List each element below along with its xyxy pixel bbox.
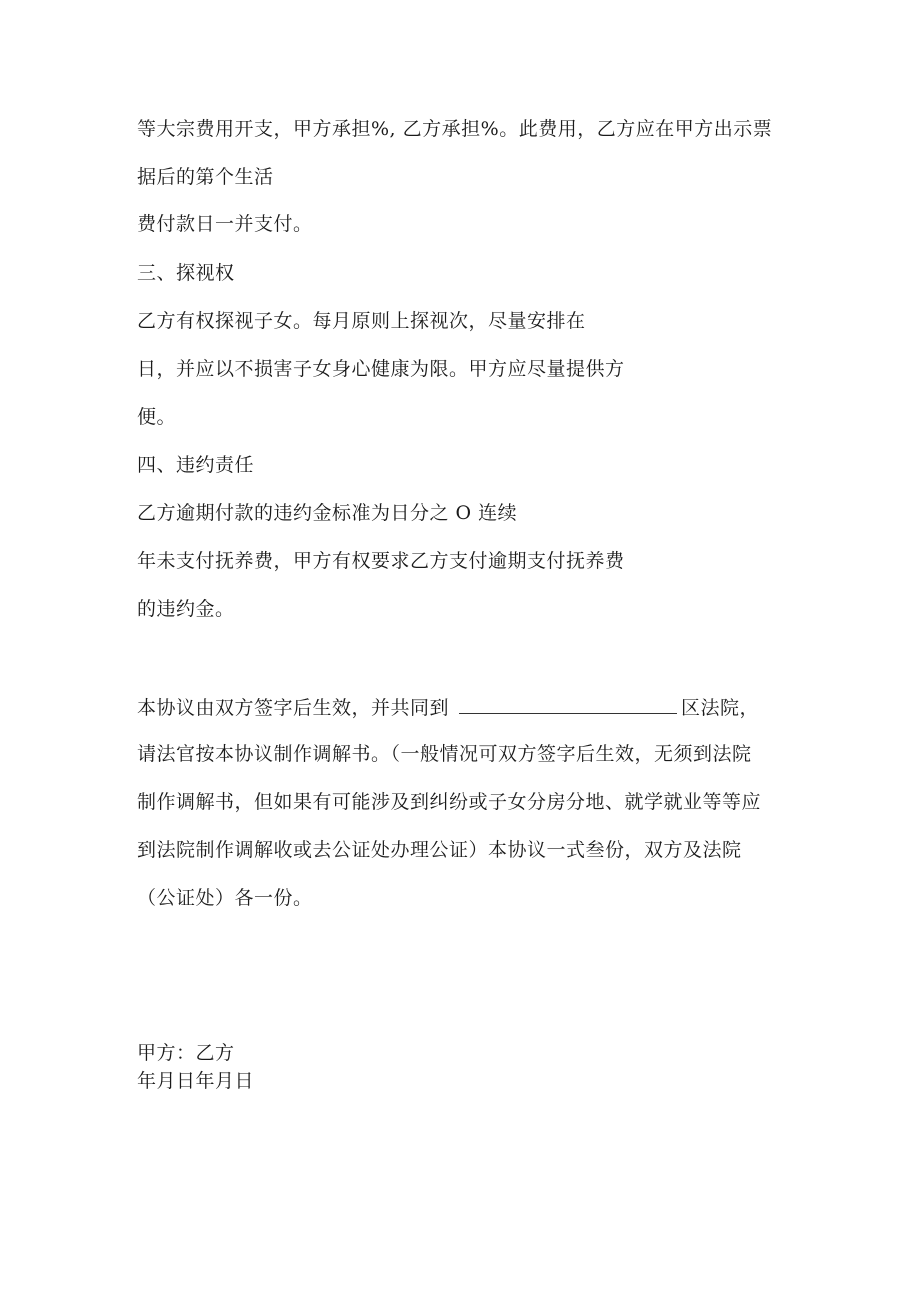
- effect-line-5: （公证处）各一份。: [137, 887, 313, 909]
- fees-line-2: 据后的第个生活: [137, 166, 274, 188]
- effect-line-1-suffix: 区法院，: [681, 697, 760, 719]
- visitation-heading: 三、探视权: [137, 262, 235, 284]
- breach-line-3: 的违约金。: [137, 598, 235, 620]
- breach-heading: 四、违约责任: [137, 454, 255, 476]
- fees-line-3: 费付款日一并支付。: [137, 213, 313, 235]
- effect-line-2: 请法官按本协议制作调解书。（一般情况可双方签字后生效，无须到法院: [137, 743, 752, 765]
- effect-line-1-prefix: 本协议由双方签字后生效，并共同到: [137, 697, 450, 719]
- visitation-line-1: 乙方有权探视子女。每月原则上探视次，尽量安排在: [137, 310, 586, 332]
- visitation-line-3: 便。: [137, 406, 177, 428]
- visitation-line-2: 日，并应以不损害子女身心健康为限。甲方应尽量提供方: [137, 358, 625, 380]
- effect-line-1: [137, 695, 759, 720]
- breach-line-2: 年未支付抚养费，甲方有权要求乙方支付逾期支付抚养费: [137, 550, 625, 572]
- breach-line-1: 乙方逾期付款的违约金标准为日分之 O 连续: [137, 502, 518, 524]
- effect-line-3: 制作调解书，但如果有可能涉及到纠纷或子女分房分地、就学就业等等应: [137, 791, 762, 813]
- signature-dates: 年月日年月日: [137, 1070, 255, 1092]
- effect-line-4: 到法院制作调解收或去公证处办理公证）本协议一式叁份，双方及法院: [137, 839, 742, 861]
- signature-parties: 甲方：乙方: [137, 1042, 235, 1064]
- court-name-blank: [459, 695, 677, 714]
- fees-line-1: 等大宗费用开支，甲方承担%, 乙方承担%。此费用，乙方应在甲方出示票: [137, 118, 773, 140]
